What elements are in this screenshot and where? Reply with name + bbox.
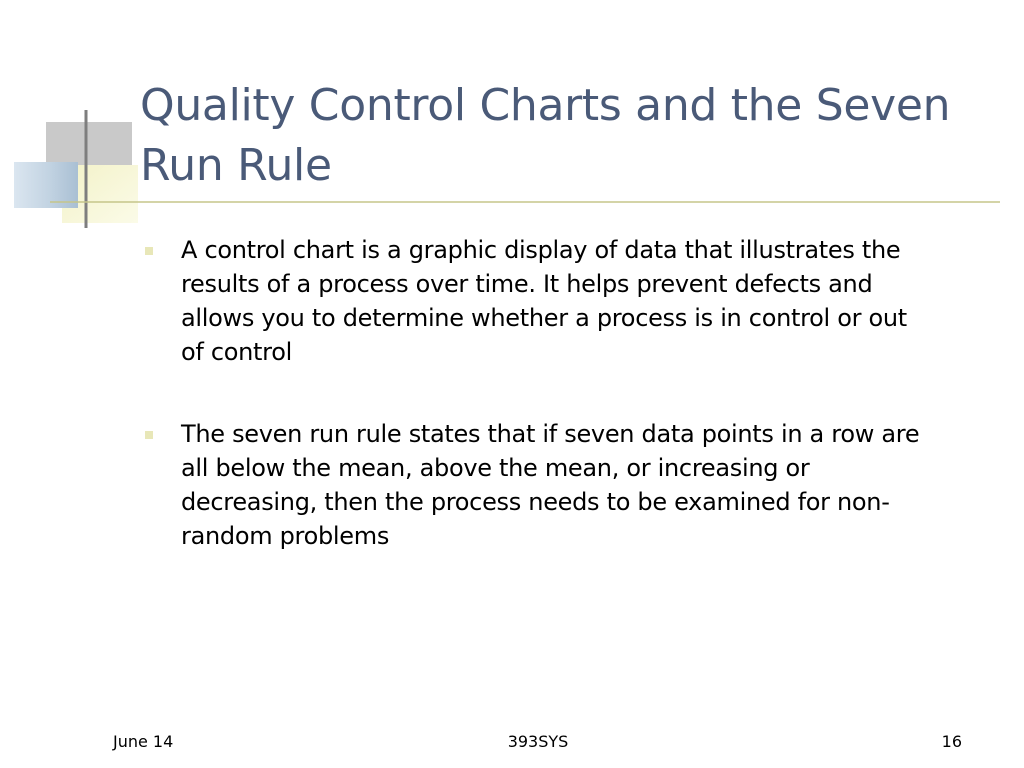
bullet-item-control-chart [140,233,920,369]
deco-blue-square [14,162,78,208]
bullet-text: A control chart is a graphic display of data that illustrates the results of a process over time. It helps prevent defects and allows you to determine whether a process is in control or out of control [181,236,907,366]
bullet-item-seven-run-rule [140,417,920,553]
footer-course-code: 393SYS [507,732,569,751]
footer-date: June 14 [113,732,174,751]
slide-title: Quality Control Charts and the Seven Run Rule [140,80,951,191]
bullet-square-icon [145,431,153,439]
bullet-text: The seven run rule states that if seven data points in a row are all below the mean, above the mean, or increasing or decreasing, then the process needs to be examined for non-random problems [181,420,920,550]
bullet-square-icon [145,247,153,255]
bullet-list [140,233,920,553]
footer-page-number: 16 [941,732,962,751]
